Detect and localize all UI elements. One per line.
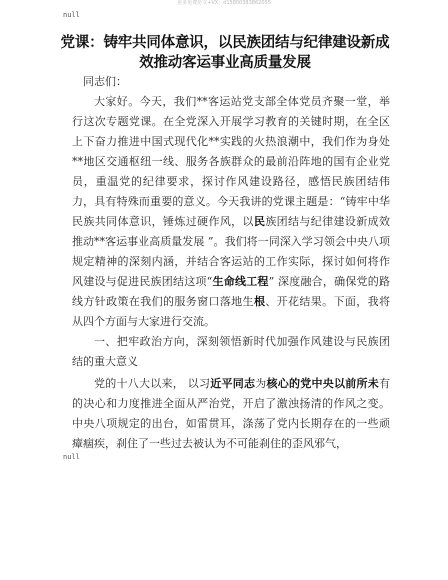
intro-bold-3: 根: [253, 295, 266, 308]
section-text-2: 为: [255, 377, 267, 390]
page-marker-top: null: [63, 11, 80, 19]
section-text-1: 党的十八大以来， 以习: [94, 377, 211, 390]
intro-text-1: 大家好。今天，我们**客运站党支部全体党员齐聚一堂，举行这次专题党课。在全党深入开展学习教育的关键时期，在全区上下奋力推进中国式现代化**实践的火热浪潮中，我们作为身处**地区交通枢纽一线、服务各族群众的最前沿阵地的国有企业党员，重温党的纪律要求，探讨作风建设路径，感悟民族团结伟力，具有特殊而重要的意义。今天我讲的党课主题是：“铸牢中华民族共同体意识，锤炼过硬作风，以: [72, 95, 390, 228]
section-heading: 一、把牢政治方向，深刻领悟新时代加强作风建设与民族团结的重大意义: [72, 335, 390, 368]
intro-text-2: 族团结与纪律建设新成效推动**客运事业高质量发展 ”。我们将一同深入学习领会中央八项规定精神的深刻内涵，并结合客运站的工作实际，探讨如何将作风建设与促进民族团结这项“: [72, 215, 391, 288]
intro-paragraph: [72, 92, 390, 332]
section-paragraph: [72, 374, 390, 454]
intro-bold-2: 生命线工程: [212, 275, 269, 288]
intro-text-3: ” 深度融合，确保党的路线方针政策在我们的服务窗口落地生: [72, 275, 391, 308]
page-marker-bottom: null: [63, 453, 80, 461]
section-bold-1: 近平同志: [210, 377, 256, 390]
salutation: 同志们：: [83, 75, 127, 88]
intro-text-4: 、开花结果。下面，我将从四个方面与大家进行交流。: [72, 295, 391, 328]
document-title: 党课：铸牢共同体意识，以民族团结与纪律建设新成效推动客运事业高质量发展: [60, 35, 390, 71]
intro-bold-1: 民: [253, 215, 266, 228]
top-banner: 更多免费范文+VX：d15800383862055: [177, 0, 271, 6]
section-text-3: 有的决心和力度推进全面从严治党，开启了激浊扬清的作风之变。中央八项规定的出台，如雷贯耳，涤荡了党内长期存在的一些顽瘴痼疾，刹住了一些过去被认为不可能刹住的歪风邪气，: [72, 377, 390, 450]
document-body: [72, 72, 390, 454]
section-bold-2: 核心的党中央以前所未: [266, 377, 379, 390]
